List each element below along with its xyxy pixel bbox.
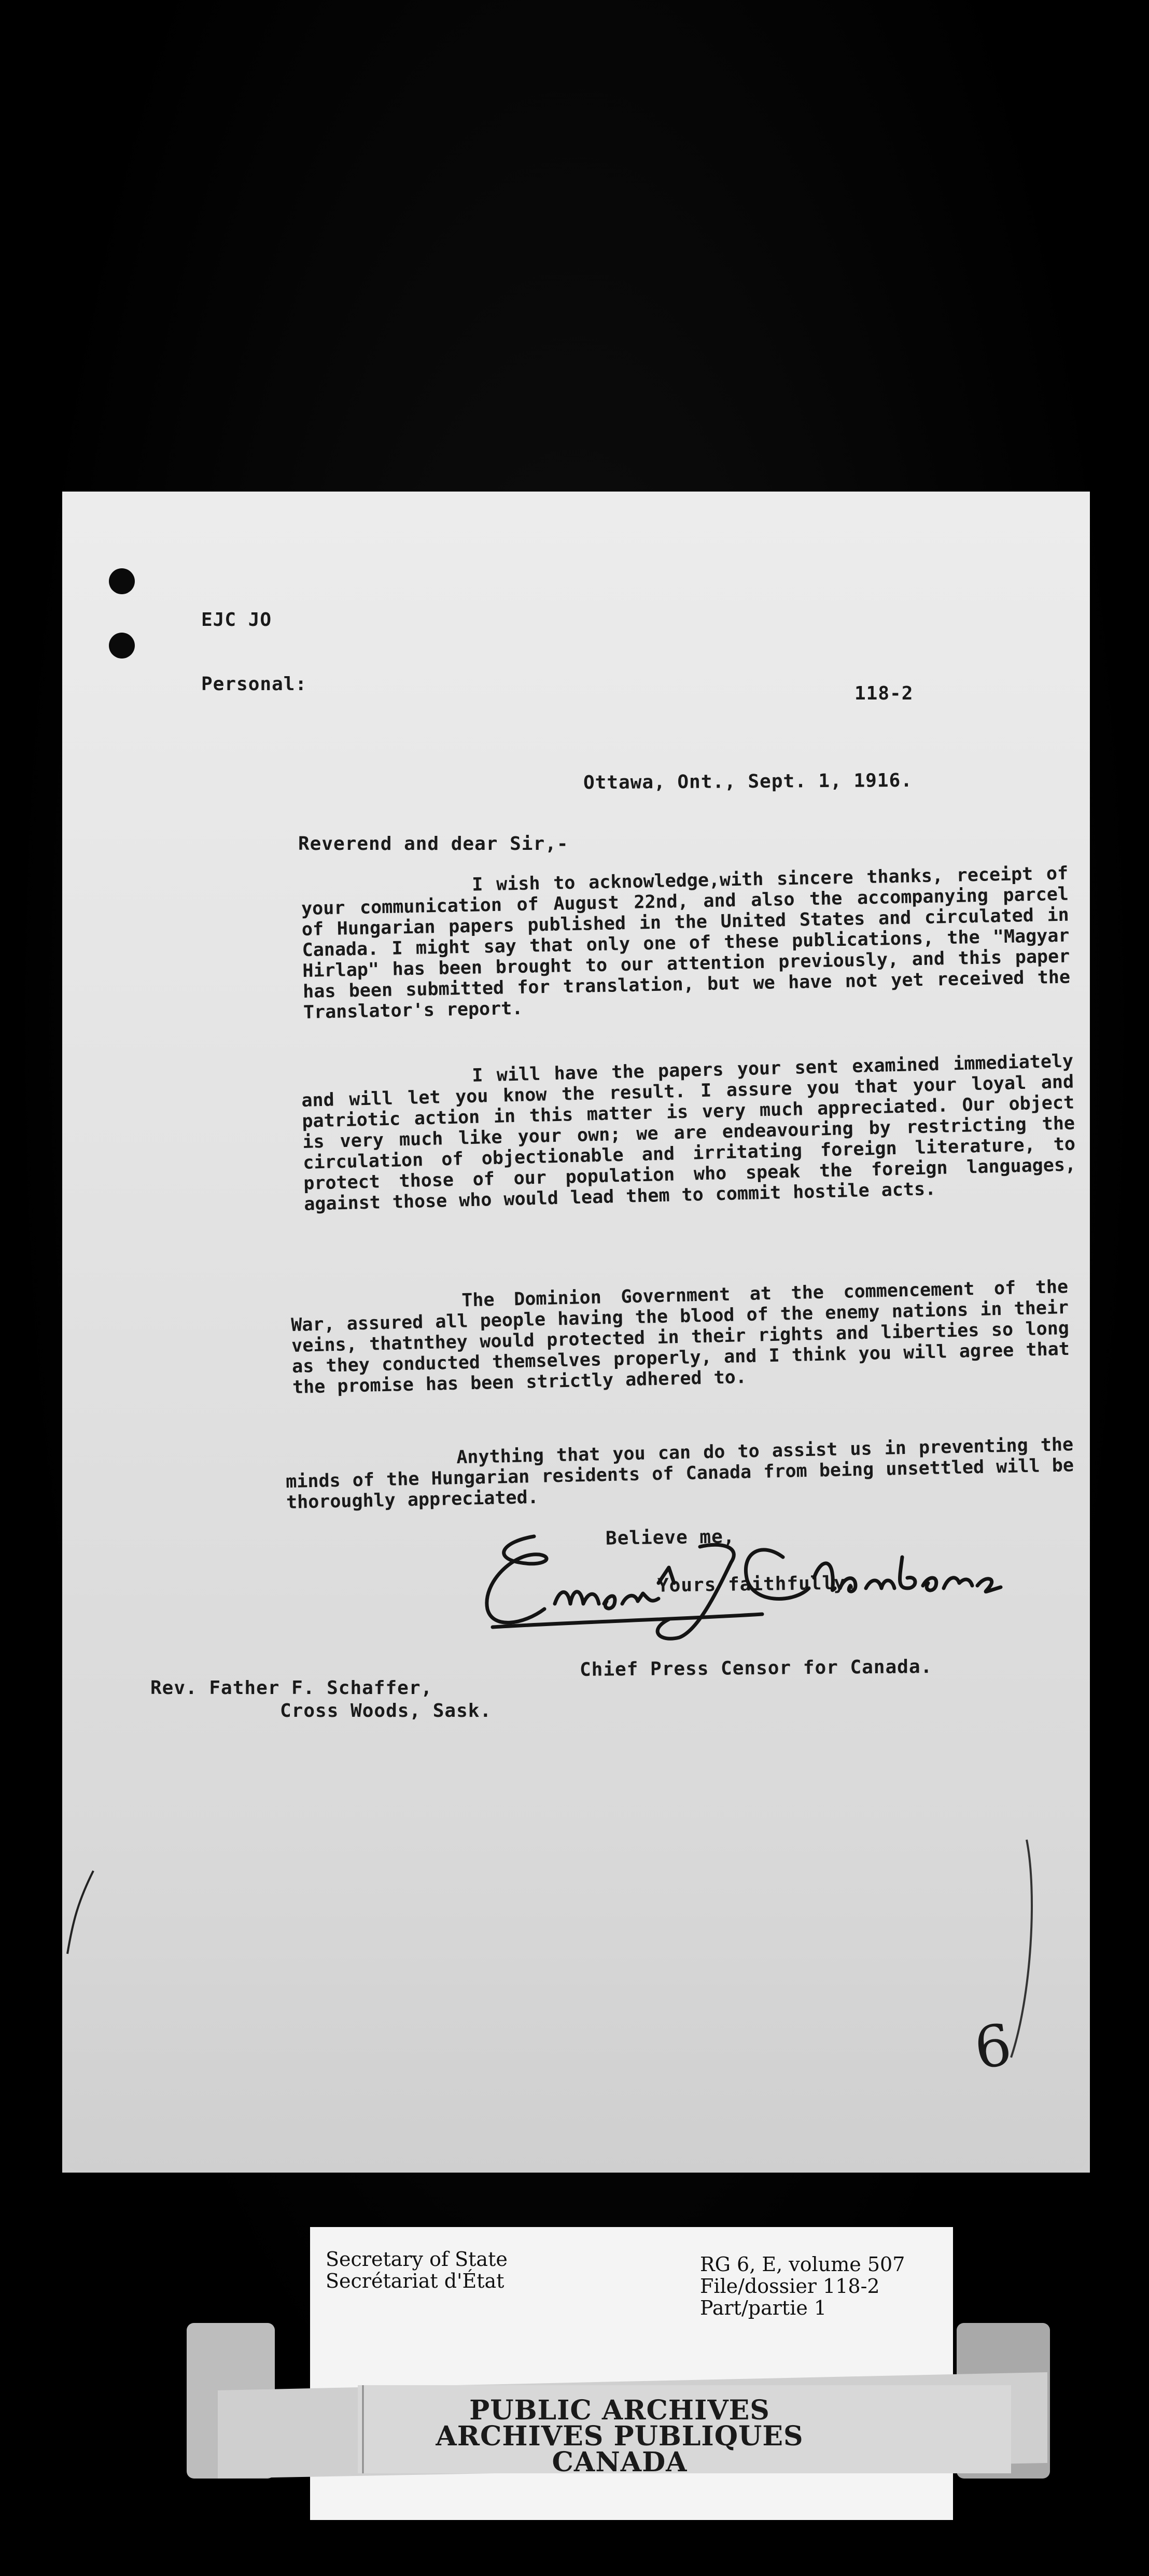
punch-hole	[109, 633, 135, 659]
department-fr: Secrétariat d'État	[326, 2270, 505, 2292]
signatory-title: Chief Press Censor for Canada.	[579, 1656, 933, 1681]
stamp-line-1: PUBLIC ARCHIVES	[469, 2395, 770, 2426]
paragraph-2: I will have the papers your sent examined immediately and will let you know the result. I assure you that your loyal and patriotic action in this matter is very much appreciated. Our object is very much like your own; we are endeavouring by restricting the circulation of objectionable and irritating foreign literature, to protect those of our population who speak the foreign languages, against those who would lead them to commit hostile acts.	[301, 1051, 1076, 1215]
handwritten-signature	[472, 1526, 1006, 1645]
record-group: RG 6, E, volume 507	[700, 2253, 905, 2276]
salutation: Reverend and dear Sir,-	[298, 833, 569, 855]
closing-yours-faithfully: Yours faithfully.	[657, 1572, 858, 1597]
paragraph-1: I wish to acknowledge,with sincere thanks, receipt of your communication of August 22nd, and also the accompanying parcel of Hungarian papers published in the United States and circulated in Canada. I might say that only one of these publications, the "Magyar Hirlap" has been brought to our attention previously, and this paper has been submitted for translation, but we have not yet received the Translator's report.	[301, 863, 1071, 1023]
recipient-address: Cross Woods, Sask.	[280, 1700, 492, 1721]
page-number-handwritten: 6	[970, 2011, 1016, 2082]
punch-hole	[109, 568, 135, 594]
closing-believe-me: Believe me,	[605, 1526, 735, 1549]
paper-edge-marks	[62, 1736, 1090, 2099]
part-partie: Part/partie 1	[700, 2297, 827, 2319]
paragraph-4: Anything that you can do to assist us in preventing the minds of the Hungarian residents of Canada from being unsettled will be thoroughly appreciated.	[285, 1434, 1074, 1513]
stamp-line-2: ARCHIVES PUBLIQUES	[436, 2420, 804, 2452]
reference-initials: EJC JO	[201, 609, 272, 631]
place-date: Ottawa, Ont., Sept. 1, 1916.	[583, 769, 913, 794]
archive-folder-band	[187, 2323, 1053, 2489]
personal-label: Personal:	[201, 674, 307, 695]
file-dossier: File/dossier 118-2	[700, 2275, 880, 2298]
department-en: Secretary of State	[326, 2248, 508, 2271]
letter-page	[62, 492, 1090, 2173]
file-number: 118-2	[854, 683, 914, 704]
stamp-line-3: CANADA	[552, 2446, 688, 2478]
recipient-name: Rev. Father F. Schaffer,	[150, 1677, 433, 1699]
paragraph-3: The Dominion Government at the commencement of the War, assured all people having the blood of the enemy nations in their veins, thatnthey would protected in their rights and liberties so long as they conducted themselves properly, and I think you will agree that the promise has been strictly adhered to.	[290, 1276, 1070, 1398]
